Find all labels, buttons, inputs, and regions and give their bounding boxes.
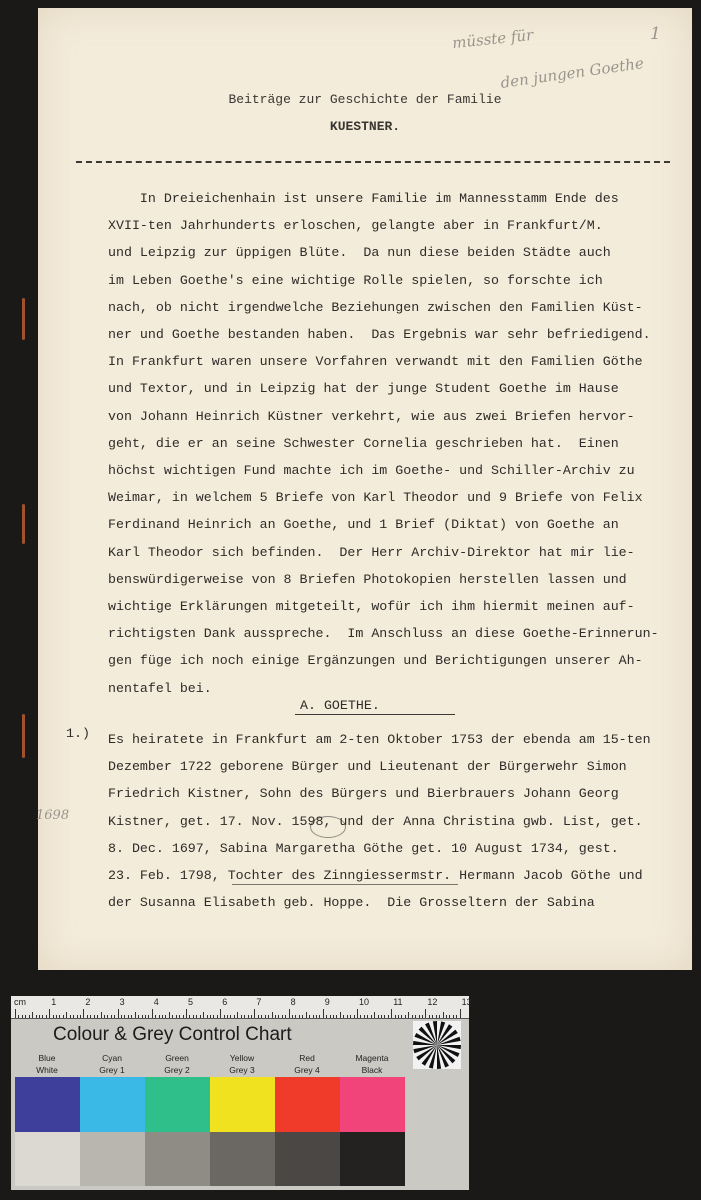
item-number: 1.)	[66, 726, 90, 741]
ruler-tick	[56, 1015, 57, 1018]
ruler-tick	[159, 1015, 160, 1018]
dashed-divider	[76, 161, 670, 163]
ruler-tick	[306, 1012, 307, 1018]
ruler-tick	[381, 1015, 382, 1018]
text-line: Dezember 1722 geborene Bürger und Lieutenant der Bürgerwehr Simon	[108, 759, 627, 775]
ruler-number: 2	[85, 997, 91, 1007]
ruler-tick	[323, 1009, 324, 1018]
ruler-tick	[203, 1012, 204, 1018]
color-swatch	[210, 1077, 275, 1132]
ruler-tick	[162, 1015, 163, 1018]
text-line: nentafel bei.	[108, 680, 212, 696]
ruler-tick	[142, 1015, 143, 1018]
ruler-tick	[196, 1015, 197, 1018]
text-line: benswürdigerweise von 8 Briefen Photokopien herstellen lassen und	[108, 571, 627, 587]
grey-label-grey-3: Grey 3	[229, 1065, 255, 1075]
ruler-tick	[422, 1015, 423, 1018]
ruler-tick	[241, 1015, 242, 1018]
text-line: In Dreieichenhain ist unsere Familie im Mannesstamm Ende des	[108, 191, 619, 206]
ruler-tick	[272, 1012, 273, 1018]
ruler-tick	[53, 1015, 54, 1018]
ruler-tick	[388, 1015, 389, 1018]
ruler-number: 12	[427, 997, 438, 1007]
ruler-tick	[254, 1009, 255, 1018]
grey-swatch	[145, 1132, 210, 1186]
ruler-tick	[302, 1015, 303, 1018]
ruler-tick	[340, 1012, 341, 1018]
ruler-tick	[412, 1015, 413, 1018]
text-line: Friedrich Kistner, Sohn des Bürgers und Bierbrauers Johann Georg	[108, 786, 619, 802]
grey-label-grey-4: Grey 4	[294, 1065, 320, 1075]
text-line: höchst wichtigen Fund machte ich im Goethe- und Schiller-Archiv zu	[108, 463, 635, 479]
ruler-tick	[347, 1015, 348, 1018]
ruler-tick	[446, 1015, 447, 1018]
margin-note: 1698	[36, 808, 70, 823]
ruler-tick	[25, 1015, 26, 1018]
ruler-tick	[460, 1009, 461, 1018]
ruler-tick	[299, 1015, 300, 1018]
ruler-tick	[80, 1015, 81, 1018]
ruler-tick	[169, 1012, 170, 1018]
cm-ruler	[11, 996, 472, 1019]
ruler-tick	[124, 1015, 125, 1018]
ruler-tick	[275, 1015, 276, 1018]
text-line: der Susanna Elisabeth geb. Hoppe. Die Grosseltern der Sabina	[108, 895, 595, 911]
ruler-tick	[155, 1015, 156, 1018]
ruler-tick	[39, 1015, 40, 1018]
text-line: Weimar, in welchem 5 Briefe von Karl Theodor und 9 Briefe von Felix	[108, 490, 643, 506]
ruler-number: 3	[119, 997, 125, 1007]
ruler-tick	[59, 1015, 60, 1018]
ruler-unit: cm	[14, 997, 26, 1007]
ruler-number: 8	[290, 997, 296, 1007]
ruler-tick	[449, 1015, 450, 1018]
ruler-tick	[405, 1015, 406, 1018]
ruler-tick	[104, 1015, 105, 1018]
text-line: 8. Dec. 1697, Sabina Margaretha Göthe get. 10 August 1734, gest.	[108, 840, 619, 856]
ruler-tick	[36, 1015, 37, 1018]
ruler-tick	[217, 1015, 218, 1018]
color-swatch	[15, 1077, 80, 1132]
ruler-tick	[111, 1015, 112, 1018]
ruler-tick	[138, 1015, 139, 1018]
color-swatch	[80, 1077, 145, 1132]
ruler-tick	[135, 1012, 136, 1018]
text-line: und Textor, und in Leipzig hat der junge Student Goethe im Hause	[108, 381, 619, 397]
ruler-number: 11	[393, 997, 403, 1007]
grey-swatch	[80, 1132, 145, 1186]
text-line: 23. Feb. 1798, Tochter des Zinngiessermstr. Hermann Jacob Göthe und	[108, 868, 643, 884]
ruler-tick	[107, 1015, 108, 1018]
grey-swatch	[210, 1132, 275, 1186]
ruler-tick	[456, 1015, 457, 1018]
ruler-tick	[326, 1015, 327, 1018]
ruler-tick	[193, 1015, 194, 1018]
grey-swatch	[15, 1132, 80, 1186]
ruler-tick	[213, 1015, 214, 1018]
color-label-red: Red	[299, 1053, 315, 1063]
color-label-cyan: Cyan	[102, 1053, 122, 1063]
ruler-tick	[186, 1009, 187, 1018]
ruler-tick	[432, 1015, 433, 1018]
color-label-yellow: Yellow	[229, 1053, 255, 1063]
ruler-tick	[32, 1012, 33, 1018]
ruler-tick	[316, 1015, 317, 1018]
ruler-tick	[15, 1009, 16, 1018]
handwritten-note-line: den jungen Goethe	[499, 54, 645, 92]
ruler-number: 10	[359, 997, 370, 1007]
color-label-magenta: Magenta	[355, 1053, 389, 1063]
ruler-tick	[49, 1009, 50, 1018]
ruler-tick	[230, 1015, 231, 1018]
ruler-tick	[114, 1015, 115, 1018]
item-paragraph	[108, 726, 688, 916]
ruler-tick	[94, 1015, 95, 1018]
star-target-icon	[413, 1021, 461, 1069]
ruler-tick	[210, 1015, 211, 1018]
ruler-tick	[282, 1015, 283, 1018]
ruler-tick	[165, 1015, 166, 1018]
ruler-tick	[436, 1015, 437, 1018]
ruler-tick	[398, 1015, 399, 1018]
ruler-tick	[176, 1015, 177, 1018]
text-line: nach, ob nicht irgendwelche Beziehungen zwischen den Familien Küst-	[108, 299, 643, 315]
ruler-tick	[244, 1015, 245, 1018]
ruler-tick	[73, 1015, 74, 1018]
ruler-tick	[374, 1012, 375, 1018]
ruler-tick	[22, 1015, 23, 1018]
ruler-tick	[268, 1015, 269, 1018]
ruler-tick	[145, 1015, 146, 1018]
section-heading-underline	[295, 714, 455, 715]
ruler-tick	[97, 1015, 98, 1018]
ruler-tick	[309, 1015, 310, 1018]
ruler-tick	[227, 1015, 228, 1018]
text-line: und Leipzig zur üppigen Blüte. Da nun diese beiden Städte auch	[108, 245, 611, 261]
text-line: wichtige Erklärungen mitgeteilt, wofür ich ihm hiermit meinen auf-	[108, 599, 635, 615]
ruler-tick	[336, 1015, 337, 1018]
text-line: von Johann Heinrich Küstner verkehrt, wie aus zwei Briefen hervor-	[108, 408, 635, 424]
ruler-tick	[295, 1015, 296, 1018]
ruler-tick	[248, 1015, 249, 1018]
text-line: Es heiratete in Frankfurt am 2-ten Oktober 1753 der ebenda am 15-ten	[108, 732, 651, 747]
grey-label-grey-2: Grey 2	[164, 1065, 190, 1075]
ruler-tick	[251, 1015, 252, 1018]
grey-label-black: Black	[361, 1065, 383, 1075]
ruler-number: 13	[461, 997, 472, 1007]
ruler-tick	[128, 1015, 129, 1018]
ruler-tick	[401, 1015, 402, 1018]
staple-rust-mark	[22, 504, 25, 544]
ruler-tick	[258, 1015, 259, 1018]
ruler-tick	[439, 1015, 440, 1018]
handwritten-note-line: müsste für	[451, 25, 535, 53]
grey-swatch	[340, 1132, 405, 1186]
staple-rust-mark	[22, 714, 25, 758]
ruler-tick	[415, 1015, 416, 1018]
color-label-green: Green	[165, 1053, 189, 1063]
ruler-tick	[66, 1012, 67, 1018]
ruler-tick	[408, 1012, 409, 1018]
ruler-tick	[350, 1015, 351, 1018]
text-line: ner und Goethe bestanden haben. Das Ergebnis war sehr befriedigend.	[108, 327, 651, 343]
ruler-tick	[224, 1015, 225, 1018]
chart-title: Colour & Grey Control Chart	[53, 1024, 292, 1045]
ruler-tick	[292, 1015, 293, 1018]
page-number: 1	[650, 24, 661, 44]
ruler-tick	[101, 1012, 102, 1018]
grey-label-grey-1: Grey 1	[99, 1065, 125, 1075]
ruler-tick	[364, 1015, 365, 1018]
ruler-tick	[333, 1015, 334, 1018]
color-swatch	[340, 1077, 405, 1132]
ruler-tick	[357, 1009, 358, 1018]
text-line: Karl Theodor sich befinden. Der Herr Archiv-Direktor hat mir lie-	[108, 544, 635, 560]
text-line: geht, die er an seine Schwester Cornelia geschrieben hat. Einen	[108, 435, 619, 451]
ruler-tick	[395, 1015, 396, 1018]
grey-swatch	[275, 1132, 340, 1186]
ruler-tick	[77, 1015, 78, 1018]
text-line: gen füge ich noch einige Ergänzungen und Berichtigungen unserer Ah-	[108, 653, 643, 669]
ruler-number: 7	[256, 997, 262, 1007]
document-title: Beiträge zur Geschichte der Familie	[228, 92, 502, 107]
ruler-number: 9	[324, 997, 330, 1007]
ruler-tick	[189, 1015, 190, 1018]
ruler-tick	[220, 1009, 221, 1018]
ruler-tick	[289, 1009, 290, 1018]
ruler-tick	[453, 1015, 454, 1018]
color-label-blue: Blue	[38, 1053, 56, 1063]
ruler-tick	[121, 1015, 122, 1018]
ruler-tick	[172, 1015, 173, 1018]
ruler-tick	[278, 1015, 279, 1018]
ruler-tick	[384, 1015, 385, 1018]
ruler-number: 6	[222, 997, 228, 1007]
ruler-tick	[183, 1015, 184, 1018]
color-swatch	[275, 1077, 340, 1132]
ruler-tick	[265, 1015, 266, 1018]
staple-rust-mark	[22, 298, 25, 340]
ruler-tick	[429, 1015, 430, 1018]
section-heading: A. GOETHE.	[300, 698, 380, 713]
ruler-tick	[237, 1012, 238, 1018]
grey-label-white: White	[36, 1065, 58, 1075]
ruler-tick	[391, 1009, 392, 1018]
ruler-number: 4	[153, 997, 159, 1007]
ruler-tick	[343, 1015, 344, 1018]
ruler-tick	[367, 1015, 368, 1018]
text-line: Kistner, get. 17. Nov. 1598, und der Anna Christina gwb. List, get.	[108, 813, 643, 829]
ruler-tick	[63, 1015, 64, 1018]
ruler-tick	[87, 1015, 88, 1018]
ruler-tick	[42, 1015, 43, 1018]
ruler-tick	[354, 1015, 355, 1018]
ruler-tick	[70, 1015, 71, 1018]
ruler-tick	[371, 1015, 372, 1018]
family-name-heading: KUESTNER.	[329, 119, 401, 134]
ruler-tick	[148, 1015, 149, 1018]
text-line: Ferdinand Heinrich an Goethe, und 1 Brief (Diktat) von Goethe an	[108, 517, 619, 533]
colour-control-chart	[11, 996, 472, 1190]
text-line: In Frankfurt waren unsere Vorfahren verwandt mit den Familien Göthe	[108, 354, 643, 370]
ruler-tick	[90, 1015, 91, 1018]
ruler-tick	[285, 1015, 286, 1018]
ruler-tick	[29, 1015, 30, 1018]
ruler-tick	[313, 1015, 314, 1018]
ruler-tick	[207, 1015, 208, 1018]
ruler-tick	[261, 1015, 262, 1018]
ruler-tick	[378, 1015, 379, 1018]
ruler-tick	[179, 1015, 180, 1018]
text-line: im Leben Goethe's eine wichtige Rolle spielen, so forschte ich	[108, 272, 603, 288]
ruler-tick	[330, 1015, 331, 1018]
ruler-tick	[18, 1015, 19, 1018]
ruler-tick	[419, 1015, 420, 1018]
ruler-number: 1	[51, 997, 57, 1007]
ruler-tick	[200, 1015, 201, 1018]
ruler-tick	[360, 1015, 361, 1018]
text-line: richtigsten Dank ausspreche. Im Anschluss an diese Goethe-Erinnerun-	[108, 626, 659, 642]
ruler-tick	[131, 1015, 132, 1018]
ruler-tick	[425, 1009, 426, 1018]
ruler-tick	[83, 1009, 84, 1018]
ruler-tick	[443, 1012, 444, 1018]
color-swatch	[145, 1077, 210, 1132]
text-line: XVII-ten Jahrhunderts erloschen, gelangte aber in Frankfurt/M.	[108, 218, 603, 234]
ruler-tick	[234, 1015, 235, 1018]
ruler-tick	[46, 1015, 47, 1018]
ruler-tick	[118, 1009, 119, 1018]
ruler-tick	[152, 1009, 153, 1018]
ruler-number: 5	[188, 997, 194, 1007]
ruler-tick	[319, 1015, 320, 1018]
intro-paragraph	[108, 185, 688, 702]
document-page	[38, 8, 692, 970]
